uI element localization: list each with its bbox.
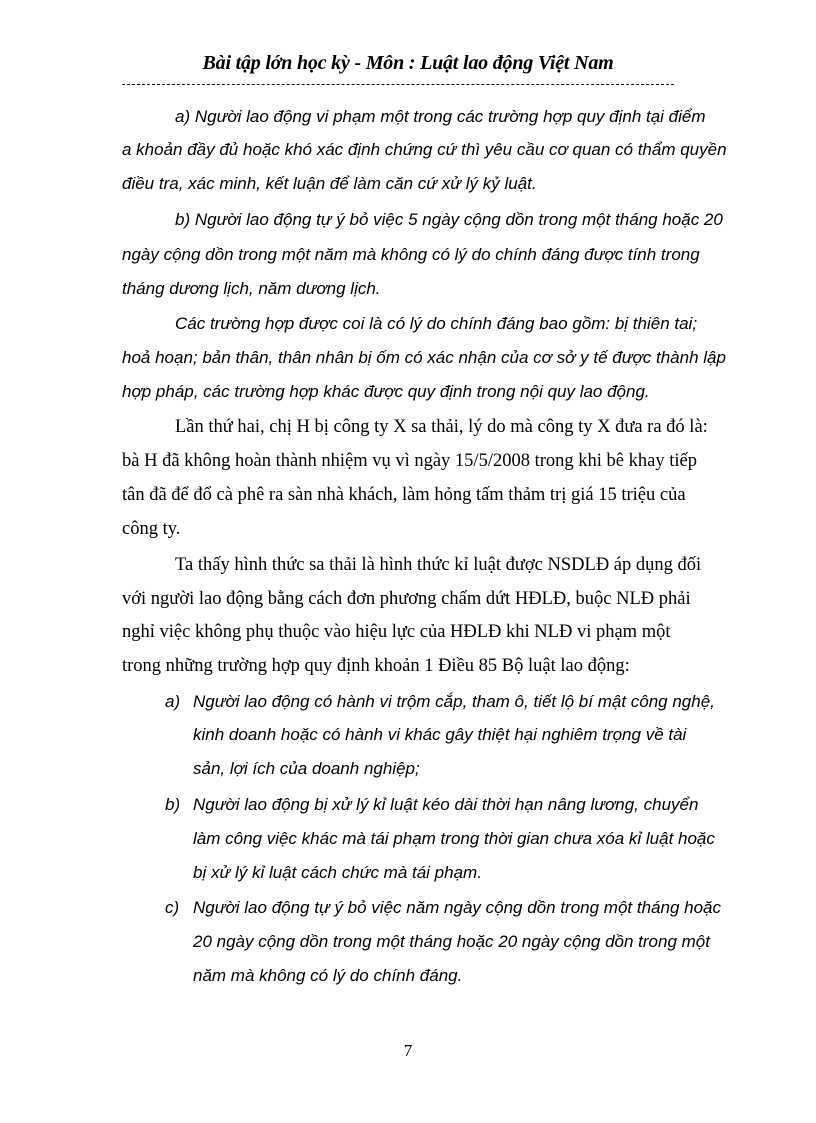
page-number: 7 bbox=[403, 1041, 413, 1060]
paragraph-line: Lần thứ hai, chị H bị công ty X sa thải, lý do mà công ty X đưa ra đó là: bbox=[175, 417, 708, 437]
paragraph-line: hoả hoạn; bản thân, thân nhân bị ốm có xác nhận của cơ sở y tế được thành lập bbox=[122, 348, 726, 367]
list-marker: b) bbox=[165, 795, 181, 814]
list-item-line: kinh doanh hoặc có hành vi khác gây thiệt hại nghiêm trọng về tài bbox=[193, 725, 687, 744]
paragraph-line: Các trường hợp được coi là có lý do chính đáng bao gồm: bị thiên tai; bbox=[175, 314, 698, 333]
paragraph-line: điều tra, xác minh, kết luận để làm căn cứ xử lý kỷ luật. bbox=[122, 174, 537, 193]
paragraph-line: tháng dương lịch, năm dương lịch. bbox=[122, 279, 381, 298]
list-item-line: Người lao động tự ý bỏ việc năm ngày cộng dồn trong một tháng hoặc bbox=[193, 898, 721, 917]
paragraph-line: Ta thấy hình thức sa thải là hình thức kỉ luật được NSDLĐ áp dụng đối bbox=[175, 555, 702, 575]
list-item-line: làm công việc khác mà tái phạm trong thời gian chưa xóa kỉ luật hoặc bbox=[193, 829, 715, 848]
list-item-line: Người lao động bị xử lý kỉ luật kéo dài thời hạn nâng lương, chuyển bbox=[193, 795, 699, 814]
paragraph-line: ngày cộng dồn trong một năm mà không có lý do chính đáng được tính trong bbox=[122, 245, 700, 264]
paragraph-line: tân đã để đổ cà phê ra sàn nhà khách, làm hỏng tấm thảm trị giá 15 triệu của bbox=[122, 485, 686, 505]
paragraph-line: a) Người lao động vi phạm một trong các trường hợp quy định tại điểm bbox=[175, 107, 706, 126]
header-divider bbox=[122, 84, 674, 85]
list-marker: a) bbox=[165, 692, 181, 711]
list-item-line: 20 ngày cộng dồn trong một tháng hoặc 20 ngày cộng dồn trong một bbox=[193, 932, 710, 951]
list-item-line: bị xử lý kỉ luật cách chức mà tái phạm. bbox=[193, 863, 482, 882]
paragraph-line: công ty. bbox=[122, 519, 181, 539]
paragraph-line: với người lao động bằng cách đơn phương chấm dứt HĐLĐ, buộc NLĐ phải bbox=[122, 589, 691, 609]
paragraph-line: bà H đã không hoàn thành nhiệm vụ vì ngày 15/5/2008 trong khi bê khay tiếp bbox=[122, 451, 697, 471]
paragraph-line: hợp pháp, các trường hợp khác được quy định trong nội quy lao động. bbox=[122, 382, 650, 401]
paragraph-line: nghỉ việc không phụ thuộc vào hiệu lực của HĐLĐ khi NLĐ vi phạm một bbox=[122, 622, 671, 642]
list-item-line: sản, lợi ích của doanh nghiệp; bbox=[193, 759, 420, 778]
list-marker: c) bbox=[165, 898, 180, 917]
list-item-line: Người lao động có hành vi trộm cắp, tham ô, tiết lộ bí mật công nghệ, bbox=[193, 692, 715, 711]
paragraph-line: a khoản đầy đủ hoặc khó xác định chứng cứ thì yêu cầu cơ quan có thẩm quyền bbox=[122, 140, 727, 159]
paragraph-line: trong những trường hợp quy định khoản 1 Điều 85 Bộ luật lao động: bbox=[122, 656, 630, 676]
header-title: Bài tập lớn học kỳ - Môn : Luật lao động Việt Nam bbox=[202, 52, 614, 74]
paragraph-line: b) Người lao động tự ý bỏ việc 5 ngày cộng dồn trong một tháng hoặc 20 bbox=[175, 210, 723, 229]
list-item-line: năm mà không có lý do chính đáng. bbox=[193, 966, 463, 985]
